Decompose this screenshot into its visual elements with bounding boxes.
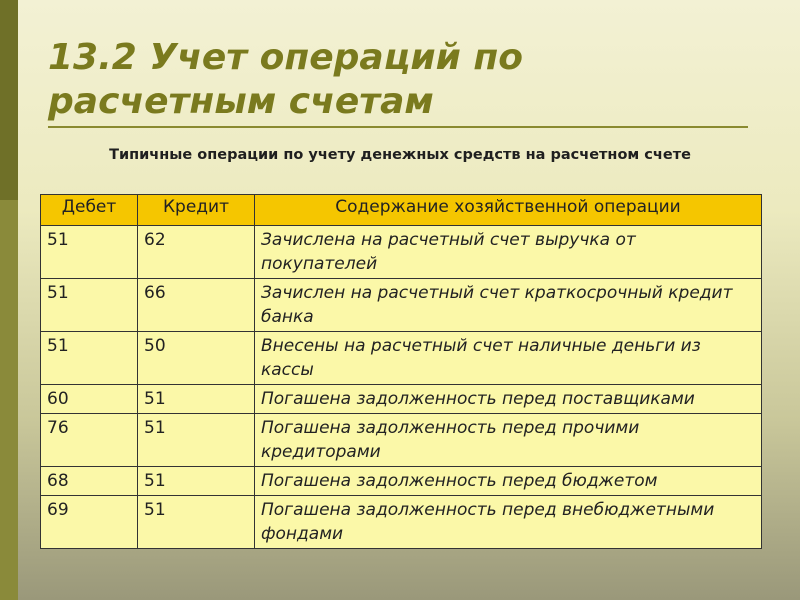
header-debit: Дебет — [41, 195, 138, 226]
credit-cell: 51 — [138, 414, 255, 467]
header-content: Содержание хозяйственной операции — [255, 195, 762, 226]
debit-cell: 51 — [41, 279, 138, 332]
table-row — [41, 414, 762, 467]
credit-cell: 62 — [138, 226, 255, 279]
content-cell: Зачислен на расчетный счет краткосрочный кредит банка — [255, 279, 762, 332]
credit-cell: 51 — [138, 467, 255, 496]
table-row — [41, 226, 762, 279]
side-accent-bar — [0, 0, 18, 600]
credit-cell: 50 — [138, 332, 255, 385]
operations-table — [40, 194, 762, 549]
debit-cell: 51 — [41, 226, 138, 279]
content-cell: Погашена задолженность перед бюджетом — [255, 467, 762, 496]
content-cell: Погашена задолженность перед прочими кредиторами — [255, 414, 762, 467]
side-accent-bar-upper — [0, 0, 18, 200]
table-row — [41, 496, 762, 549]
table-row — [41, 279, 762, 332]
header-credit: Кредит — [138, 195, 255, 226]
credit-cell: 66 — [138, 279, 255, 332]
credit-cell: 51 — [138, 385, 255, 414]
table-header-row — [41, 195, 762, 226]
content-cell: Зачислена на расчетный счет выручка от покупателей — [255, 226, 762, 279]
content-cell: Погашена задолженность перед поставщиками — [255, 385, 762, 414]
table-row — [41, 467, 762, 496]
debit-cell: 68 — [41, 467, 138, 496]
slide-title: 13.2 Учет операций по расчетным счетам — [48, 37, 523, 122]
debit-cell: 69 — [41, 496, 138, 549]
debit-cell: 60 — [41, 385, 138, 414]
table-caption: Типичные операции по учету денежных средств на расчетном счете — [109, 147, 691, 163]
table-row — [41, 385, 762, 414]
table-row — [41, 332, 762, 385]
debit-cell: 76 — [41, 414, 138, 467]
title-divider — [48, 126, 748, 128]
debit-cell: 51 — [41, 332, 138, 385]
credit-cell: 51 — [138, 496, 255, 549]
content-cell: Внесены на расчетный счет наличные деньги из кассы — [255, 332, 762, 385]
content-cell: Погашена задолженность перед внебюджетными фондами — [255, 496, 762, 549]
